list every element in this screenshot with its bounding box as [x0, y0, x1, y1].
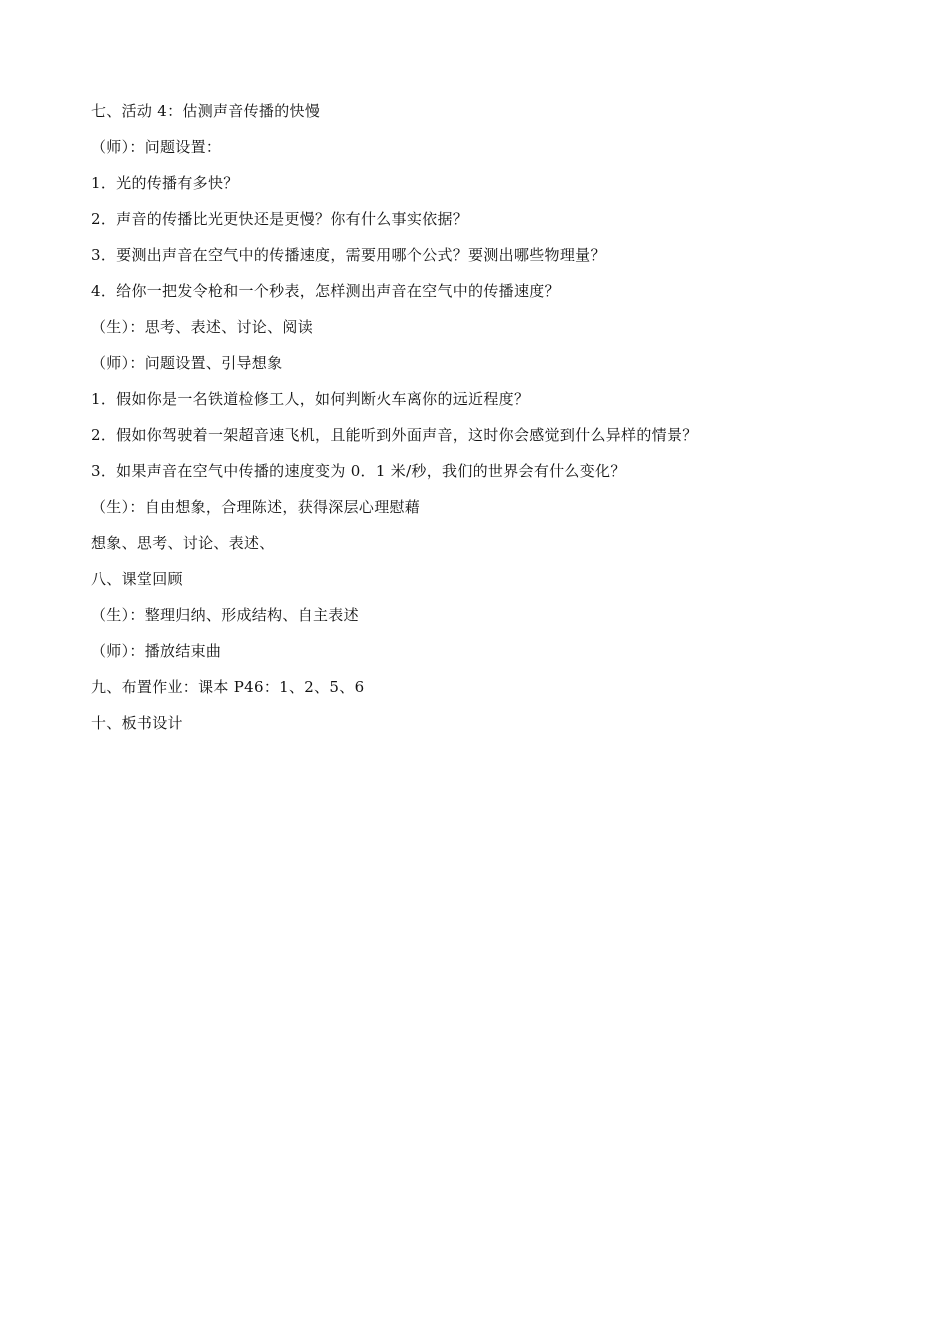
- section-heading-board-design: 十、板书设计: [91, 714, 183, 732]
- question-4: 4．给你一把发令枪和一个秒表，怎样测出声音在空气中的传播速度？: [91, 282, 560, 300]
- document-body: [91, 98, 871, 746]
- question-3: 3．要测出声音在空气中的传播速度，需要用哪个公式？要测出哪些物理量？: [91, 246, 606, 264]
- teacher-closing-music: （师）：播放结束曲: [91, 642, 222, 660]
- section-heading-homework: 九、布置作业：课本 P46：1、2、5、6: [91, 678, 365, 696]
- activity-summary-text: 想象、思考、讨论、表述、: [91, 534, 275, 552]
- teacher-guide-imagination: （师）：问题设置、引导想象: [91, 354, 283, 372]
- student-review: （生）：整理归纳、形成结构、自主表述: [91, 606, 359, 624]
- imagine-question-2: 2．假如你驾驶着一架超音速飞机，且能听到外面声音，这时你会感觉到什么异样的情景？: [91, 426, 698, 444]
- question-2: 2．声音的传播比光更快还是更慢？你有什么事实依据？: [91, 210, 469, 228]
- imagine-question-1: 1．假如你是一名铁道检修工人，如何判断火车离你的远近程度？: [91, 390, 530, 408]
- section-heading-review: 八、课堂回顾: [91, 570, 183, 588]
- question-1: 1．光的传播有多快？: [91, 174, 239, 192]
- student-response: （生）：思考、表述、讨论、阅读: [91, 318, 314, 336]
- student-free-imagination: （生）：自由想象，合理陈述，获得深层心理慰藉: [91, 498, 421, 516]
- section-heading-activity-4: 七、活动 4：估测声音传播的快慢: [91, 102, 321, 120]
- imagine-question-3: 3．如果声音在空气中传播的速度变为 0．1 米/秒，我们的世界会有什么变化？: [91, 462, 626, 480]
- teacher-question-setup: （师）：问题设置：: [91, 138, 222, 156]
